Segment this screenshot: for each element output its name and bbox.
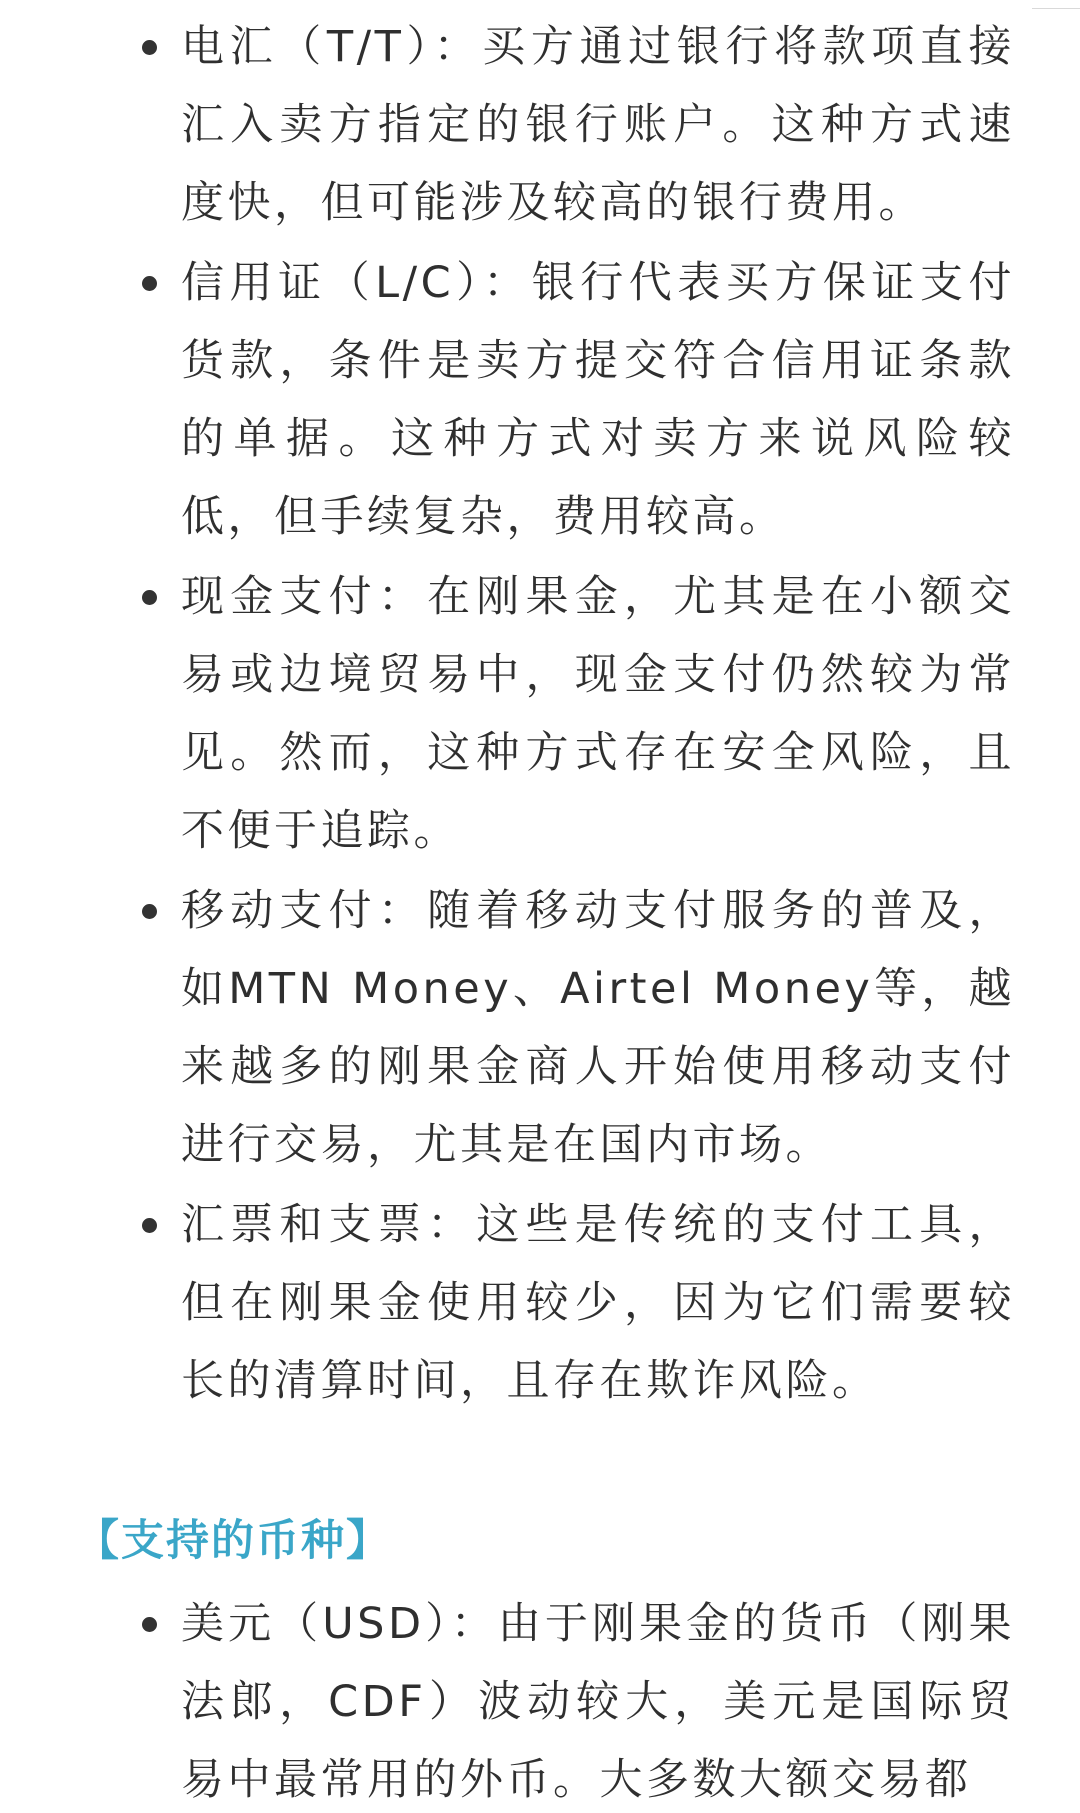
- bullet-icon: [142, 1218, 157, 1233]
- payment-method-text: 信用证（L/C）：银行代表买方保证支付货款，条件是卖方提交符合信用证条款的单据。这种方式对卖方来说风险较低，但手续复杂，费用较高。: [181, 258, 1015, 542]
- list-item: [0, 244, 1080, 556]
- bullet-icon: [142, 590, 157, 605]
- bullet-icon: [142, 1617, 157, 1632]
- list-item: [0, 1186, 1080, 1420]
- list-item: [0, 558, 1080, 870]
- bullet-icon: [142, 276, 157, 291]
- payment-method-text: 现金支付：在刚果金，尤其是在小额交易或边境贸易中，现金支付仍然较为常见。然而，这种方式存在安全风险，且不便于追踪。: [181, 572, 1015, 856]
- bullet-icon: [142, 40, 157, 55]
- payment-method-text: 汇票和支票：这些是传统的支付工具，但在刚果金使用较少，因为它们需要较长的清算时间，且存在欺诈风险。: [181, 1200, 1015, 1406]
- currencies-list: [0, 1585, 1080, 1813]
- list-item: [0, 1585, 1080, 1813]
- list-item: [0, 872, 1080, 1184]
- payment-methods-list: [0, 8, 1080, 1422]
- payment-method-text: 电汇（T/T）：买方通过银行将款项直接汇入卖方指定的银行账户。这种方式速度快，但可能涉及较高的银行费用。: [181, 22, 1015, 228]
- payment-method-text: 移动支付：随着移动支付服务的普及，如MTN Money、Airtel Money等，越来越多的刚果金商人开始使用移动支付进行交易，尤其是在国内市场。: [181, 886, 1015, 1170]
- bullet-icon: [142, 904, 157, 919]
- section-heading-currencies: 【支持的币种】: [76, 1516, 391, 1566]
- currency-text: 美元（USD）：由于刚果金的货币（刚果法郎，CDF）波动较大，美元是国际贸易中最常用的外币。大多数大额交易都: [181, 1599, 1015, 1805]
- list-item: [0, 8, 1080, 242]
